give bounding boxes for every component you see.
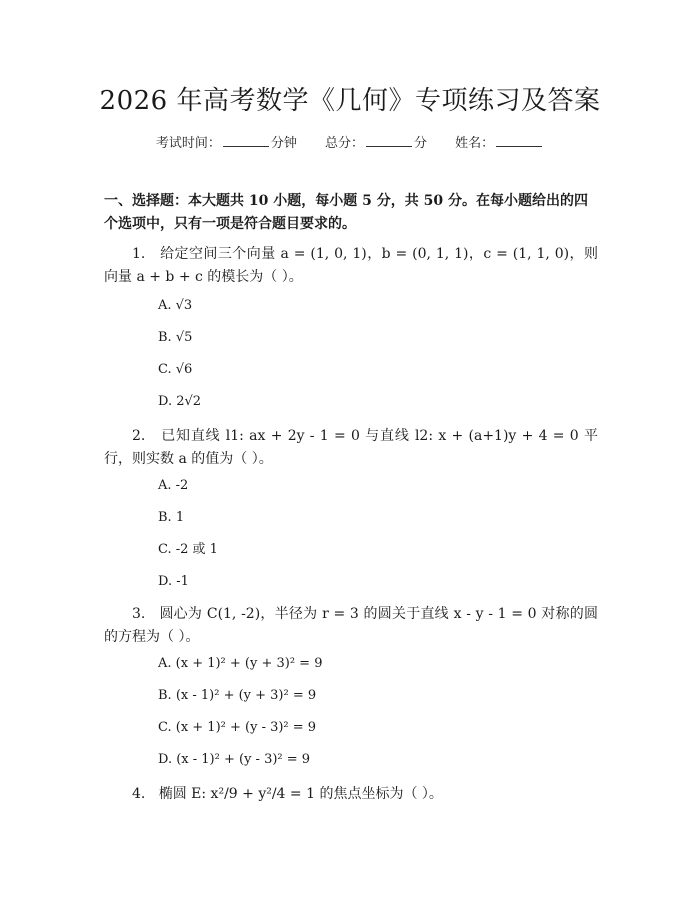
option: D. 2√2 bbox=[158, 394, 202, 409]
question-1 bbox=[104, 243, 598, 289]
question-number: 2. bbox=[132, 428, 146, 444]
option: B. √5 bbox=[158, 330, 193, 345]
score-field bbox=[325, 132, 427, 151]
section-heading: 一、选择题：本大题共 10 小题，每小题 5 分，共 50 分。在每小题给出的四个选项中，只有一项是符合题目要求的。 bbox=[104, 193, 588, 232]
option: C. (x + 1)² + (y - 3)² = 9 bbox=[158, 720, 317, 735]
option: A. -2 bbox=[158, 478, 189, 493]
question-3 bbox=[104, 603, 598, 649]
question-2 bbox=[104, 425, 598, 471]
page-title: 2026 年高考数学《几何》专项练习及答案 bbox=[99, 86, 601, 116]
name-field bbox=[455, 132, 544, 151]
score-unit: 分 bbox=[414, 136, 428, 151]
exam-meta bbox=[0, 132, 700, 151]
option: D. (x - 1)² + (y - 3)² = 9 bbox=[158, 752, 311, 767]
score-blank[interactable] bbox=[366, 134, 412, 147]
option: A. √3 bbox=[158, 298, 193, 313]
option: C. √6 bbox=[158, 362, 193, 377]
question-number: 1. bbox=[132, 246, 146, 262]
question-number: 3. bbox=[132, 606, 146, 622]
time-label: 考试时间： bbox=[155, 136, 221, 151]
question-stem: 给定空间三个向量 a = (1, 0, 1)，b = (0, 1, 1)，c = (1, 1, 0)，则向量 a + b + c 的模长为（ ）。 bbox=[104, 246, 598, 285]
option: D. -1 bbox=[158, 574, 189, 589]
score-label: 总分： bbox=[324, 136, 364, 151]
name-blank[interactable] bbox=[496, 134, 542, 147]
time-blank[interactable] bbox=[223, 134, 269, 147]
time-field bbox=[156, 132, 297, 151]
option: C. -2 或 1 bbox=[158, 542, 218, 557]
question-4 bbox=[104, 783, 598, 806]
option: B. (x - 1)² + (y + 3)² = 9 bbox=[158, 688, 317, 703]
question-stem: 椭圆 E: x²/9 + y²/4 = 1 的焦点坐标为（ ）。 bbox=[158, 786, 443, 802]
question-stem: 已知直线 l1: ax + 2y - 1 = 0 与直线 l2: x + (a+1)y + 4 = 0 平行，则实数 a 的值为（ ）。 bbox=[104, 428, 598, 467]
question-number: 4. bbox=[132, 786, 146, 802]
question-stem: 圆心为 C(1, -2)，半径为 r = 3 的圆关于直线 x - y - 1 = 0 对称的圆的方程为（ ）。 bbox=[104, 606, 598, 645]
name-label: 姓名： bbox=[455, 136, 495, 151]
option: B. 1 bbox=[158, 510, 185, 525]
option: A. (x + 1)² + (y + 3)² = 9 bbox=[158, 656, 323, 671]
time-unit: 分钟 bbox=[270, 136, 297, 151]
